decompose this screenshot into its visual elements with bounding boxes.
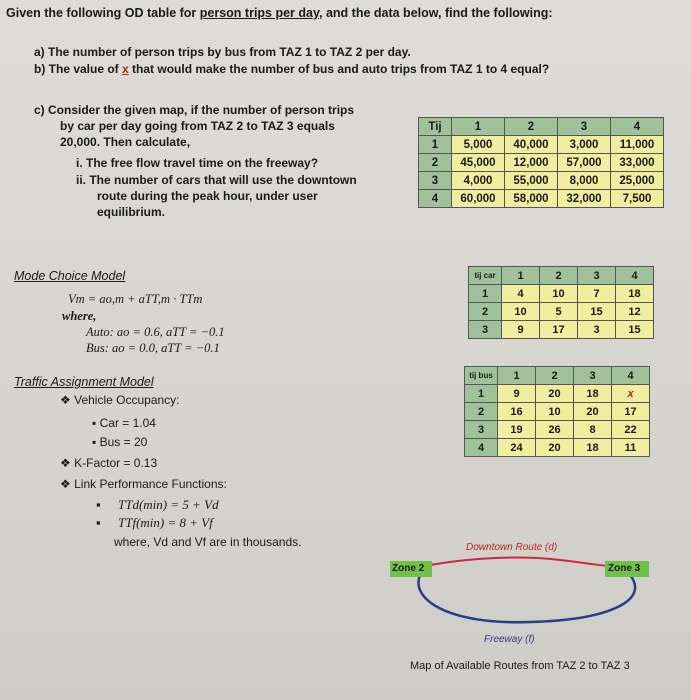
od-cell: 12,000 bbox=[505, 154, 558, 172]
bus-cell: 20 bbox=[574, 403, 612, 421]
od-cell: 3,000 bbox=[558, 136, 611, 154]
downtown-route-line bbox=[430, 558, 612, 566]
bus-cell: 20 bbox=[536, 385, 574, 403]
bus-corner: tij bus bbox=[465, 367, 498, 385]
od-cell: 5,000 bbox=[452, 136, 505, 154]
car-col-3: 3 bbox=[578, 267, 616, 285]
od-row-label: 1 bbox=[419, 136, 452, 154]
intro-text: Given the following OD table for person trips per day, and the data below, find the following: bbox=[6, 6, 553, 20]
car-cell: 15 bbox=[616, 321, 654, 339]
od-cell: 8,000 bbox=[558, 172, 611, 190]
car-cell: 12 bbox=[616, 303, 654, 321]
kfactor-bullet: ❖ K-Factor = 0.13 bbox=[60, 456, 158, 470]
car-occupancy: ▪ Car = 1.04 bbox=[92, 416, 156, 430]
square-bullet-icon: ▪ bbox=[96, 497, 101, 512]
od-cell: 55,000 bbox=[505, 172, 558, 190]
bus-cell: 9 bbox=[498, 385, 536, 403]
square-bullet-icon: ▪ bbox=[92, 435, 97, 449]
zone-3-label: Zone 3 bbox=[608, 563, 641, 574]
bus-cell: 22 bbox=[612, 421, 650, 439]
traffic-title: Traffic Assignment Model bbox=[14, 375, 154, 389]
od-cell: 4,000 bbox=[452, 172, 505, 190]
bus-cell: 11 bbox=[612, 439, 650, 457]
map-caption: Map of Available Routes from TAZ 2 to TAZ 3 bbox=[410, 660, 630, 672]
od-row-label: 2 bbox=[419, 154, 452, 172]
car-col-4: 4 bbox=[616, 267, 654, 285]
od-cell: 7,500 bbox=[611, 190, 664, 208]
bus-parameters: Bus: ao = 0.0, aTT = −0.1 bbox=[86, 341, 220, 355]
diamond-bullet-icon: ❖ bbox=[60, 393, 71, 407]
bus-cell: 24 bbox=[498, 439, 536, 457]
question-c-line-3: 20,000. Then calculate, bbox=[60, 135, 191, 149]
occupancy-bullet: ❖ Vehicle Occupancy: bbox=[60, 393, 180, 407]
question-c-ii-line-2: route during the peak hour, under user bbox=[97, 189, 318, 203]
od-col-2: 2 bbox=[505, 118, 558, 136]
freeway-route-line bbox=[418, 575, 635, 622]
od-cell: 45,000 bbox=[452, 154, 505, 172]
od-col-4: 4 bbox=[611, 118, 664, 136]
bus-row-label: 1 bbox=[465, 385, 498, 403]
bus-cell: 20 bbox=[536, 439, 574, 457]
od-corner: Tij bbox=[419, 118, 452, 136]
freeway-function: ▪ TTf(min) = 8 + Vf bbox=[96, 515, 213, 530]
bus-col-3: 3 bbox=[574, 367, 612, 385]
od-cell: 25,000 bbox=[611, 172, 664, 190]
downtown-function: ▪ TTd(min) = 5 + Vd bbox=[96, 497, 219, 512]
od-cell: 57,000 bbox=[558, 154, 611, 172]
question-c-i: i. The free flow travel time on the freeway? bbox=[76, 156, 319, 170]
mode-choice-where: where, bbox=[62, 309, 97, 323]
car-cell: 4 bbox=[502, 285, 540, 303]
downtown-route-label: Downtown Route (d) bbox=[466, 542, 558, 553]
car-cell: 5 bbox=[540, 303, 578, 321]
bus-occupancy: ▪ Bus = 20 bbox=[92, 435, 148, 449]
question-c-ii-line-1: ii. The number of cars that will use the downtown bbox=[76, 173, 357, 187]
zone-2-label: Zone 2 bbox=[392, 563, 425, 574]
utility-equation: Vm = ao,m + aTT,m · TTm bbox=[68, 292, 203, 306]
bus-cell: 10 bbox=[536, 403, 574, 421]
car-row-label: 1 bbox=[469, 285, 502, 303]
bus-cell: 18 bbox=[574, 385, 612, 403]
bus-cell: 19 bbox=[498, 421, 536, 439]
od-cell: 60,000 bbox=[452, 190, 505, 208]
bus-cell: 16 bbox=[498, 403, 536, 421]
bus-cell: 8 bbox=[574, 421, 612, 439]
bus-col-1: 1 bbox=[498, 367, 536, 385]
diamond-bullet-icon: ❖ bbox=[60, 456, 71, 470]
bus-row-label: 2 bbox=[465, 403, 498, 421]
question-a: a) The number of person trips by bus from TAZ 1 to TAZ 2 per day. bbox=[34, 45, 411, 59]
car-corner: tij car bbox=[469, 267, 502, 285]
bus-cell: 17 bbox=[612, 403, 650, 421]
car-cell: 10 bbox=[540, 285, 578, 303]
car-cell: 15 bbox=[578, 303, 616, 321]
od-cell: 11,000 bbox=[611, 136, 664, 154]
od-cell: 33,000 bbox=[611, 154, 664, 172]
bus-col-2: 2 bbox=[536, 367, 574, 385]
car-row-label: 3 bbox=[469, 321, 502, 339]
car-row-label: 2 bbox=[469, 303, 502, 321]
od-col-1: 1 bbox=[452, 118, 505, 136]
question-c-ii-line-3: equilibrium. bbox=[97, 205, 166, 219]
od-row-label: 3 bbox=[419, 172, 452, 190]
question-c-line-2: by car per day going from TAZ 2 to TAZ 3 equals bbox=[60, 119, 335, 133]
od-cell: 58,000 bbox=[505, 190, 558, 208]
auto-parameters: Auto: ao = 0.6, aTT = −0.1 bbox=[86, 325, 225, 339]
bus-col-4: 4 bbox=[612, 367, 650, 385]
square-bullet-icon: ▪ bbox=[96, 515, 101, 530]
bus-row-label: 3 bbox=[465, 421, 498, 439]
car-cell: 17 bbox=[540, 321, 578, 339]
question-c-line-1: c) Consider the given map, if the number of person trips bbox=[34, 103, 355, 117]
link-performance-bullet: ❖ Link Performance Functions: bbox=[60, 477, 227, 491]
bus-cell: 26 bbox=[536, 421, 574, 439]
car-cell: 18 bbox=[616, 285, 654, 303]
question-b: b) The value of x that would make the number of bus and auto trips from TAZ 1 to 4 equal? bbox=[34, 62, 550, 76]
diamond-bullet-icon: ❖ bbox=[60, 477, 71, 491]
mode-choice-title: Mode Choice Model bbox=[14, 269, 126, 283]
freeway-label: Freeway (f) bbox=[484, 634, 535, 645]
units-note: where, Vd and Vf are in thousands. bbox=[114, 535, 302, 549]
car-col-1: 1 bbox=[502, 267, 540, 285]
car-col-2: 2 bbox=[540, 267, 578, 285]
bus-cell: 18 bbox=[574, 439, 612, 457]
car-cell: 3 bbox=[578, 321, 616, 339]
car-cell: 10 bbox=[502, 303, 540, 321]
bus-row-label: 4 bbox=[465, 439, 498, 457]
car-cell: 9 bbox=[502, 321, 540, 339]
square-bullet-icon: ▪ bbox=[92, 416, 97, 430]
od-col-3: 3 bbox=[558, 118, 611, 136]
car-cell: 7 bbox=[578, 285, 616, 303]
bus-cell-unknown: x bbox=[612, 385, 650, 403]
od-row-label: 4 bbox=[419, 190, 452, 208]
od-cell: 40,000 bbox=[505, 136, 558, 154]
od-cell: 32,000 bbox=[558, 190, 611, 208]
